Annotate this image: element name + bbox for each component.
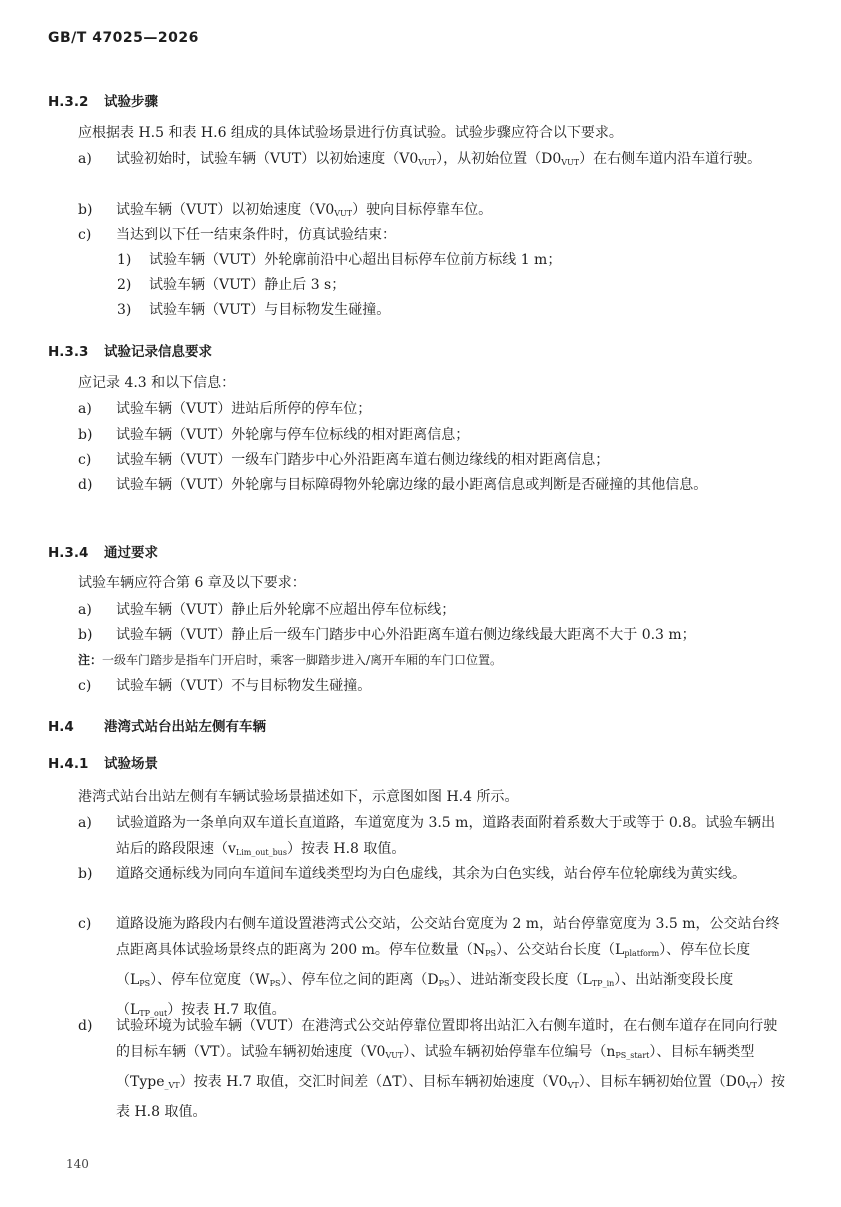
list-item: a) 试验车辆（VUT）静止后外轮廓不应超出停车位标线；	[78, 602, 456, 618]
list-marker: b)	[78, 202, 93, 218]
standard-code-header: GB/T 47025—2026	[48, 30, 199, 46]
list-marker: c)	[78, 227, 92, 243]
page-number: 140	[66, 1157, 89, 1171]
section-heading-h332	[48, 90, 158, 110]
list-item: c) 试验车辆（VUT）一级车门踏步中心外沿距离车道右侧边缘线的相对距离信息；	[78, 452, 610, 468]
list-item: b) 试验车辆（VUT）静止后一级车门踏步中心外沿距离车道右侧边缘线最大距离不大于 0.3 m；	[78, 627, 696, 643]
note: 注：一级车门踏步是指车门开启时，乘客一脚踏步进入/离开车厢的车门口位置。	[78, 653, 503, 667]
paragraph: 试验车辆应符合第 6 章及以下要求：	[78, 575, 306, 591]
section-heading-h334: H.3.4 通过要求	[48, 545, 158, 561]
list-item: a) 试验道路为一条单向双车道长直道路，车道宽度为 3.5 m，道路表面附着系数大于或等于 0.8。试验车辆出站后的路段限速$(v_{Lim\_out\_bus})$按表 H.8 取值。	[78, 815, 776, 857]
paragraph: 港湾式站台出站左侧有车辆试验场景描述如下，示意图如图 H.4 所示。	[78, 789, 519, 805]
section-heading-h333: H.3.3 试验记录信息要求	[48, 344, 212, 360]
list-item: b) 试验车辆（VUT）外轮廓与停车位标线的相对距离信息；	[78, 427, 470, 443]
section-title: 试验步骤	[104, 94, 158, 110]
paragraph: 应根据表 H.5 和表 H.6 组成的具体试验场景进行仿真试验。试验步骤应符合以下要求。	[78, 125, 623, 141]
section-number: H.3.2	[48, 94, 89, 110]
list-marker: a)	[78, 151, 92, 167]
list-text: 试验车辆（VUT）以初始速度$(V0_{VUT})$驶向目标停靠车位。	[116, 202, 493, 218]
sub-list-item: 2) 试验车辆（VUT）静止后 3 s；	[117, 277, 346, 293]
paragraph: 应记录 4.3 和以下信息：	[78, 375, 236, 391]
list-item	[78, 222, 788, 248]
list-item: b) 道路交通标线为同向车道间车道线类型均为白色虚线，其余为白色实线，站台停车位轮廓线为黄实线。	[78, 866, 746, 882]
sub-list-item: 3) 试验车辆（VUT）与目标物发生碰撞。	[117, 302, 391, 318]
section-heading-h41: H.4.1 试验场景	[48, 756, 158, 772]
section-heading-h4: H.4 港湾式站台出站左侧有车辆	[48, 719, 266, 735]
list-item	[78, 146, 788, 176]
list-text: 当达到以下任一结束条件时，仿真试验结束：	[116, 227, 396, 243]
list-item: c) 试验车辆（VUT）不与目标物发生碰撞。	[78, 678, 372, 694]
list-item: d) 试验环境为试验车辆（VUT）在港湾式公交站停靠位置即将出站汇入右侧车道时，在右侧车道存在同向行驶的目标车辆（VT）。试验车辆初始速度$(V0_{VUT})$、试验车辆初始停靠车位编号$(n_{PS\_start})$、目标车辆类型（Type$_{\_VT}$）按表 H.7 取值，交汇时间差（ΔT）、目标车辆初始速度$(V0_{VT})$、目标车辆初始位置$(D0_{VT})$按表 H.8 取值。	[78, 1018, 785, 1120]
list-text: 试验初始时，试验车辆（VUT）以初始速度$(V0_{VUT})$，从初始位置$(D0_{VUT})$在右侧车道内沿车道行驶。	[116, 151, 762, 167]
list-item: c) 道路设施为路段内右侧车道设置港湾式公交站，公交站台宽度为 2 m，站台停靠宽度为 3.5 m，公交站台终点距离具体试验场景终点的距离为 200 m。停车位数量$(N_{PS})$、公交站台长度$(L_{platform})$、停车位长度$(L_{PS})$、停车位宽度$(W_{PS})$、停车位之间的距离$(D_{PS})$、进站渐变段长度$(L_{TP\_in})$、出站渐变段长度$(L_{TP\_out})$按表 H.7 取值。	[78, 916, 780, 1018]
sub-list-item: 1) 试验车辆（VUT）外轮廓前沿中心超出目标停车位前方标线 1 m；	[117, 252, 562, 268]
list-item: a) 试验车辆（VUT）进站后所停的停车位；	[78, 401, 372, 417]
list-item: d) 试验车辆（VUT）外轮廓与目标障碍物外轮廓边缘的最小距离信息或判断是否碰撞的其他信息。	[78, 477, 708, 493]
